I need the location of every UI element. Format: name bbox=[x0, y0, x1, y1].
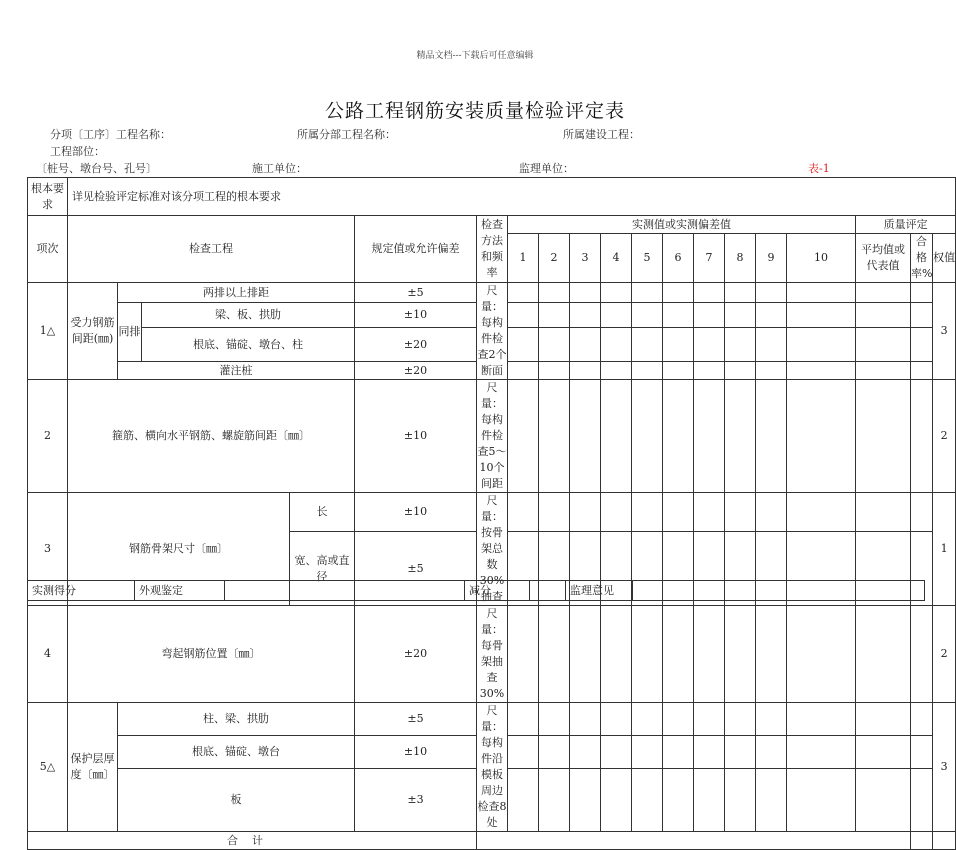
row1d-label: 灌注桩 bbox=[118, 362, 355, 380]
row5c-label: 板 bbox=[118, 769, 355, 832]
col-1: 1 bbox=[508, 234, 539, 283]
footer-deduct-label: 减分 bbox=[465, 581, 530, 601]
row4-tol: ±20 bbox=[355, 606, 477, 703]
row5-name: 保护层厚度〔㎜〕 bbox=[68, 703, 118, 832]
footer-opinion-label: 监理意见 bbox=[566, 581, 633, 601]
row1c-label: 根底、锚碇、墩台、柱 bbox=[142, 328, 355, 362]
col-3: 3 bbox=[570, 234, 601, 283]
project-label: 所属建设工程： bbox=[563, 128, 640, 141]
col-8: 8 bbox=[725, 234, 756, 283]
row2-method: 尺量：每构件检查5～10个间距 bbox=[477, 380, 508, 493]
pass-rate-header: 合格率% bbox=[911, 234, 933, 283]
tolerance-header: 规定值或允许偏差 bbox=[355, 216, 477, 283]
row3b-tol: ±5 bbox=[355, 532, 477, 606]
row1b-label: 梁、板、拱肋 bbox=[142, 303, 355, 328]
row3-weight: 1 bbox=[933, 493, 956, 606]
footer-appearance-label: 外观鉴定 bbox=[135, 581, 225, 601]
weight-header: 权值 bbox=[933, 234, 956, 283]
basic-requirement-text: 详见检验评定标准对该分项工程的根本要求 bbox=[68, 178, 956, 216]
row1a-label: 两排以上排距 bbox=[118, 283, 355, 303]
col-2: 2 bbox=[539, 234, 570, 283]
basic-requirement-label: 根本要求 bbox=[28, 178, 68, 216]
location-label: 工程部位： bbox=[50, 145, 105, 158]
row2-name: 箍筋、横向水平钢筋、螺旋筋间距〔㎜〕 bbox=[68, 380, 355, 493]
header-note: 精品文档---下载后可任意编辑 bbox=[416, 51, 534, 61]
col-6: 6 bbox=[663, 234, 694, 283]
footer-table bbox=[27, 580, 925, 601]
row2-weight: 2 bbox=[933, 380, 956, 493]
col-5: 5 bbox=[632, 234, 663, 283]
inspection-table bbox=[27, 177, 956, 850]
row1a-tol: ±5 bbox=[355, 283, 477, 303]
row3-no: 3 bbox=[28, 493, 68, 606]
row5c-tol: ±3 bbox=[355, 769, 477, 832]
row1b-tol: ±10 bbox=[355, 303, 477, 328]
footer-opinion-value bbox=[633, 581, 925, 601]
footer-deduct-value bbox=[530, 581, 566, 601]
row4-method: 尺量：每骨架抽查30% bbox=[477, 606, 508, 703]
item-no-header: 项次 bbox=[28, 216, 68, 283]
same-row-label: 同排 bbox=[118, 303, 142, 362]
measured-header: 实测值或实测偏差值 bbox=[508, 216, 856, 234]
col-7: 7 bbox=[694, 234, 725, 283]
row3b-label: 宽、高或直径 bbox=[290, 532, 355, 606]
row5b-tol: ±10 bbox=[355, 736, 477, 769]
row1-no: 1△ bbox=[28, 283, 68, 380]
division-name-label: 所属分部工程名称： bbox=[297, 128, 396, 141]
row5a-tol: ±5 bbox=[355, 703, 477, 736]
row5-no: 5△ bbox=[28, 703, 68, 832]
row5a-label: 柱、梁、拱肋 bbox=[118, 703, 355, 736]
row3-method: 尺量：按骨架总数30%抽查 bbox=[477, 493, 508, 606]
pile-label: 〔桩号、墩台号、孔号〕 bbox=[36, 162, 157, 175]
table-number: 表-1 bbox=[808, 162, 830, 175]
total-label: 合计 bbox=[28, 832, 477, 850]
row1-method: 尺量：每构件检查2个断面 bbox=[477, 283, 508, 380]
row1c-tol: ±20 bbox=[355, 328, 477, 362]
footer-appearance-value bbox=[225, 581, 465, 601]
supervisor-label: 监理单位： bbox=[519, 162, 574, 175]
row3-name: 钢筋骨架尺寸〔㎜〕 bbox=[68, 493, 290, 606]
page-title: 公路工程钢筋安装质量检验评定表 bbox=[324, 100, 625, 122]
row3a-tol: ±10 bbox=[355, 493, 477, 532]
quality-header: 质量评定 bbox=[856, 216, 956, 234]
row3a-label: 长 bbox=[290, 493, 355, 532]
method-header: 检查方法和频率 bbox=[477, 216, 508, 283]
row5b-label: 根底、锚碇、墩台 bbox=[118, 736, 355, 769]
check-item-header: 检查工程 bbox=[68, 216, 355, 283]
sub-item-name-label: 分项〔工序〕工程名称： bbox=[50, 128, 171, 141]
row1-name: 受力钢筋间距(㎜) bbox=[68, 283, 118, 380]
col-10: 10 bbox=[787, 234, 856, 283]
avg-header: 平均值或代表值 bbox=[856, 234, 911, 283]
row2-no: 2 bbox=[28, 380, 68, 493]
row5-weight: 3 bbox=[933, 703, 956, 832]
row1d-tol: ±20 bbox=[355, 362, 477, 380]
row4-weight: 2 bbox=[933, 606, 956, 703]
row2-tol: ±10 bbox=[355, 380, 477, 493]
col-9: 9 bbox=[756, 234, 787, 283]
col-4: 4 bbox=[601, 234, 632, 283]
footer-score-label: 实测得分 bbox=[28, 581, 135, 601]
row4-no: 4 bbox=[28, 606, 68, 703]
row4-name: 弯起钢筋位置〔㎜〕 bbox=[68, 606, 355, 703]
contractor-label: 施工单位： bbox=[252, 162, 307, 175]
row1-weight: 3 bbox=[933, 283, 956, 380]
row5-method: 尺量：每构件沿模板周边检查8处 bbox=[477, 703, 508, 832]
